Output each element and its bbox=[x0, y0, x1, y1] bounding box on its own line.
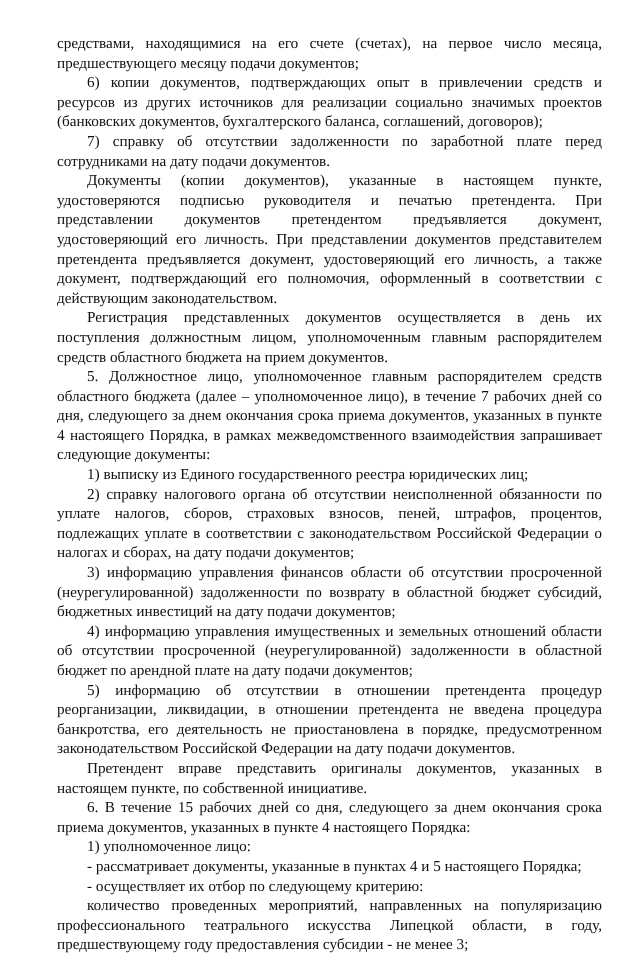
paragraph-continuation: средствами, находящимися на его счете (счетах), на первое число месяца, предшествующего месяцу подачи документов; bbox=[57, 35, 602, 72]
paragraph-section-5: 5. Должностное лицо, уполномоченное главным распорядителем средств областного бюджета (далее – уполномоченное лицо), в течение 7 рабочих дней со дня, следующего за днем окончания срока приема документов, указанных в пункте 4 настоящего Порядка, в рамках межведомственного взаимодействия запрашивает следующие документы: bbox=[57, 368, 602, 464]
paragraph-section-6: 6. В течение 15 рабочих дней со дня, следующего за днем окончания срока приема документов, указанных в пункте 4 настоящего Порядка: bbox=[57, 799, 602, 836]
paragraph-certification: Документы (копии документов), указанные в настоящем пункте, удостоверяются подписью руководителя и печатью претендента. При представлении документов претендентом предъявляется документ, удостоверяющий его личность. При представлении документов представителем претендента предъявляется документ, удостоверяющий его личность, а также документ, подтверждающий его полномочия, оформленный в соответствии с действующим законодательством. bbox=[57, 172, 602, 307]
paragraph-section-5-item-1: 1) выписку из Единого государственного реестра юридических лиц; bbox=[87, 466, 529, 484]
paragraph-criterion-events: количество проведенных мероприятий, направленных на популяризацию профессионального театрального искусства Липецкой области, в году, предшествующему году предоставления субсидии - не менее 3; bbox=[57, 897, 602, 954]
paragraph-section-5-item-4: 4) информацию управления имущественных и земельных отношений области об отсутствии просроченной (неурегулированной) задолженности в областной бюджет по арендной плате на дату подачи документов; bbox=[57, 622, 602, 679]
paragraph-registration: Регистрация представленных документов осуществляется в день их поступления должностным лицом, уполномоченным главным распорядителем средств областного бюджета на прием документов. bbox=[57, 309, 602, 366]
paragraph-section-6-item-1: 1) уполномоченное лицо: bbox=[87, 838, 251, 856]
paragraph-section-5-item-2: 2) справку налогового органа об отсутствии неисполненной обязанности по уплате налогов, сборов, страховых взносов, пеней, штрафов, процентов, подлежащих уплате в соответствии с законодательством Российской Федерации о налогах и сборах, на дату подачи документов; bbox=[57, 485, 602, 562]
paragraph-section-5-item-5: 5) информацию об отсутствии в отношении претендента процедур реорганизации, ликвидации, в отношении претендента не введена процедура банкротства, его деятельность не приостановлена в порядке, предусмотренном законодательством Российской Федерации на дату подачи документов. bbox=[57, 681, 602, 758]
paragraph-selection-criterion: - осуществляет их отбор по следующему критерию: bbox=[87, 877, 424, 895]
document-body bbox=[57, 34, 602, 955]
paragraph-review-documents: - рассматривает документы, указанные в пунктах 4 и 5 настоящего Порядка; bbox=[87, 857, 582, 875]
paragraph-own-initiative: Претендент вправе представить оригиналы документов, указанных в настоящем пункте, по собственной инициативе. bbox=[57, 759, 602, 797]
paragraph-item-6: 6) копии документов, подтверждающих опыт в привлечении средств и ресурсов из других источников для реализации социально значимых проектов (банковских документов, бухгалтерского баланса, соглашений, договоров); bbox=[57, 74, 602, 131]
paragraph-item-7: 7) справку об отсутствии задолженности по заработной плате перед сотрудниками на дату подачи документов. bbox=[57, 132, 602, 170]
paragraph-section-5-item-3: 3) информацию управления финансов области об отсутствии просроченной (неурегулированной) задолженности по возврату в областной бюджет субсидий, бюджетных инвестиций на дату подачи документов; bbox=[57, 564, 602, 621]
